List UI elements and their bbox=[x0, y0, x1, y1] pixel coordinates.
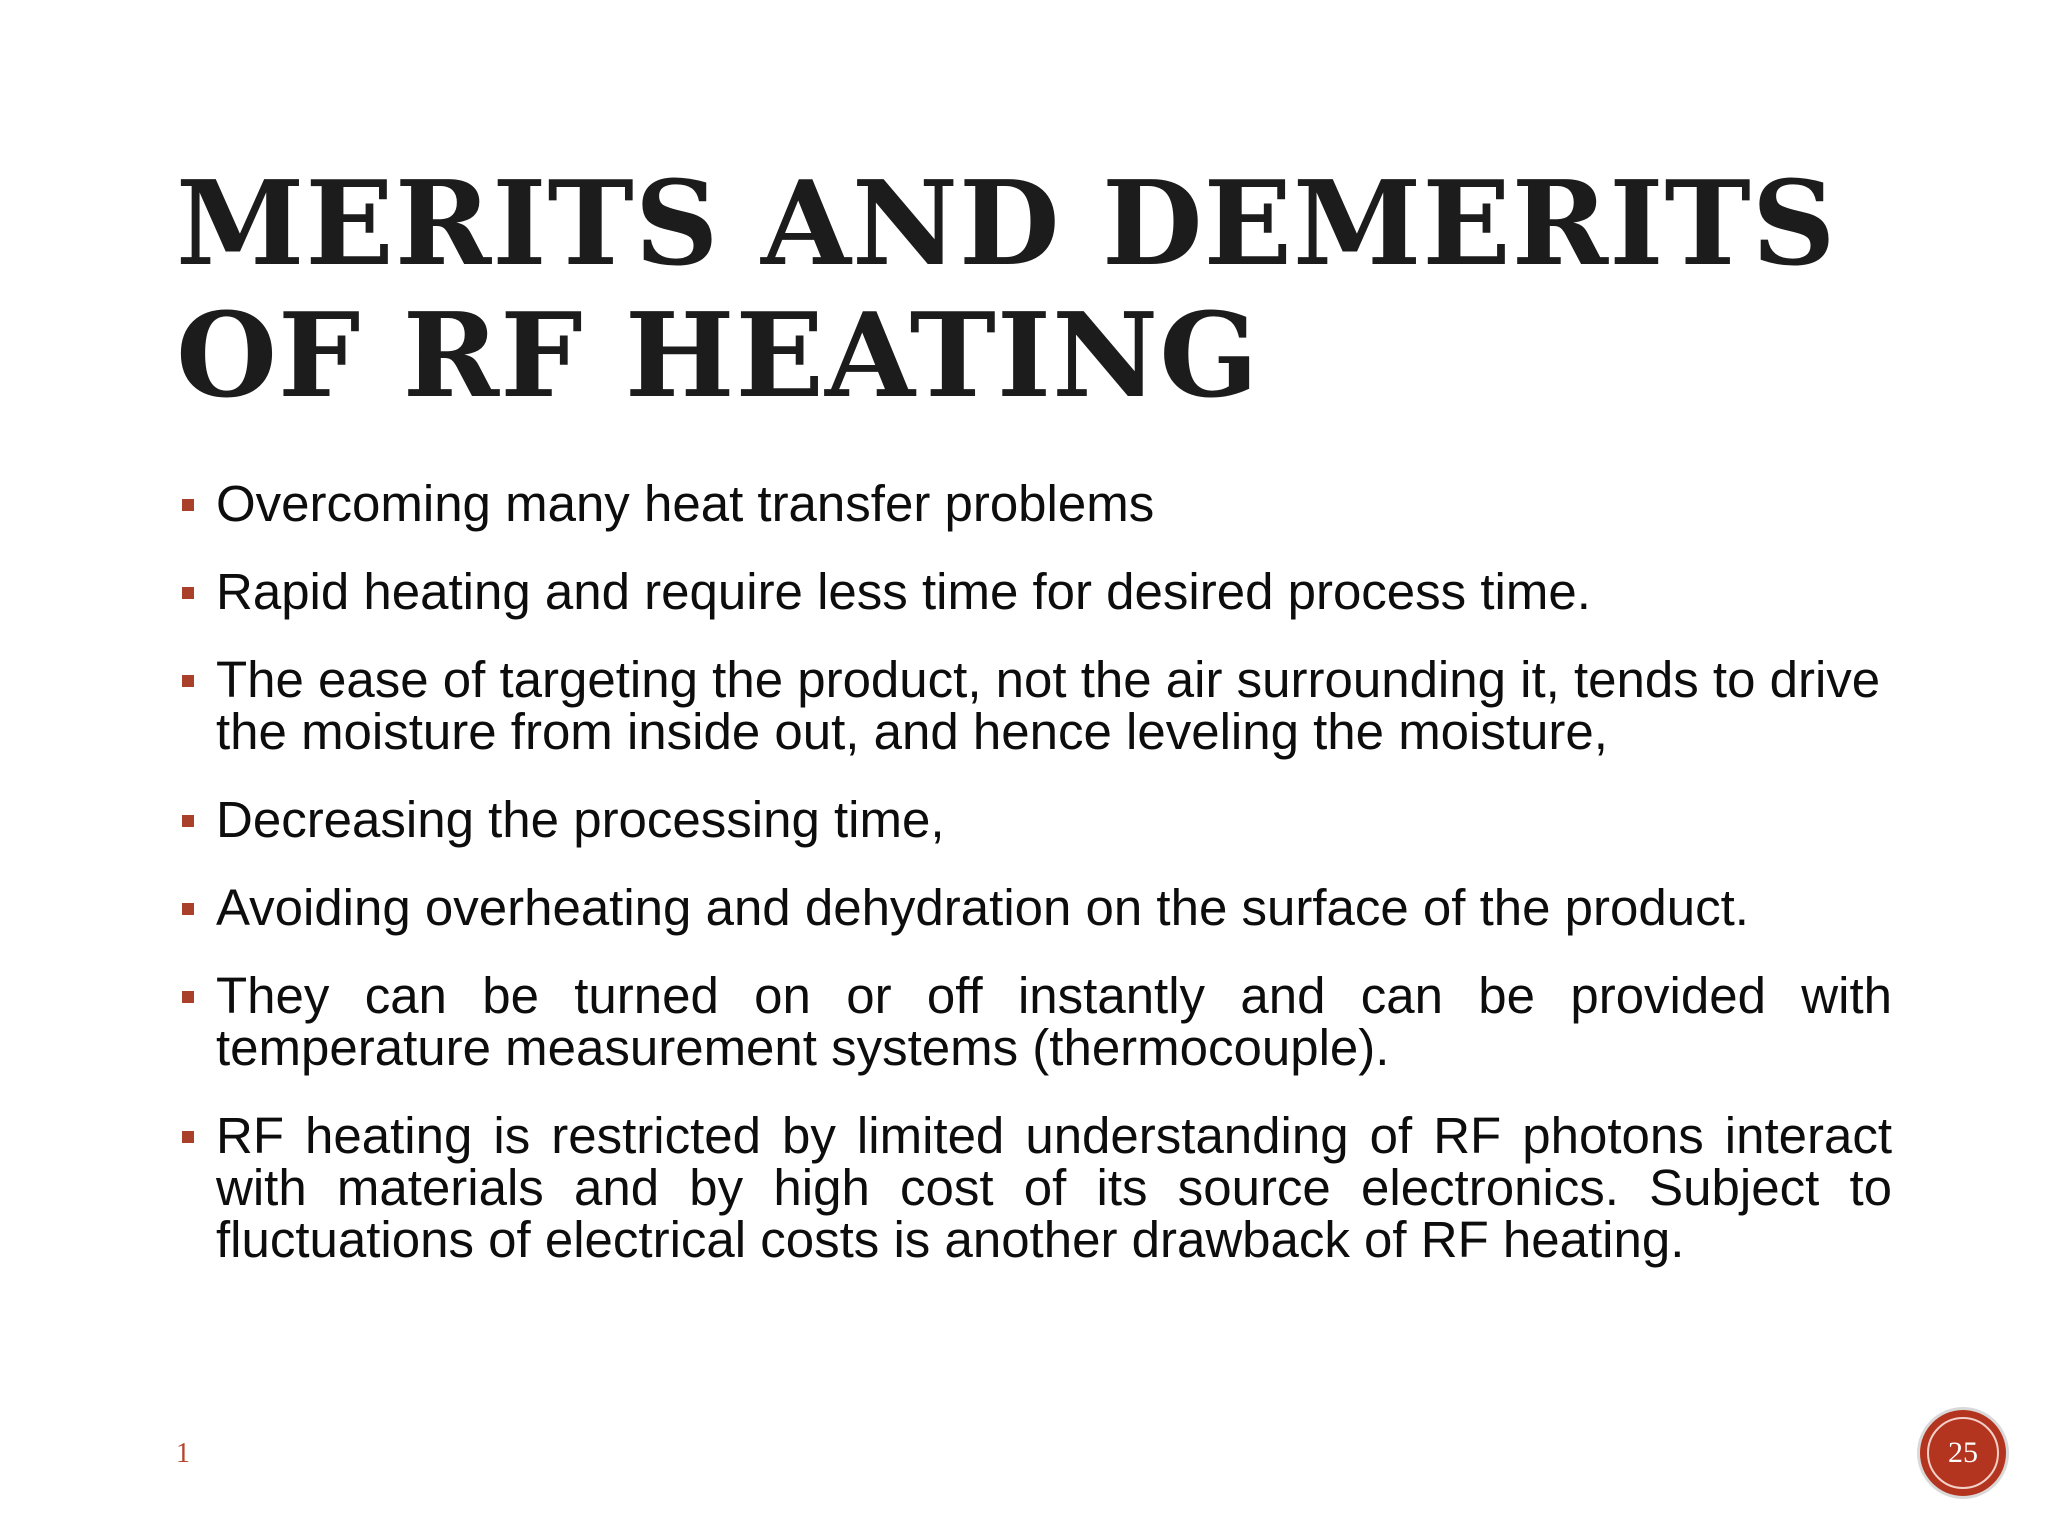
bullet-item-drawbacks bbox=[176, 1107, 1892, 1268]
footer-number: 1 bbox=[176, 1438, 190, 1469]
bullet-item-processing-time bbox=[176, 791, 1892, 848]
bullet-text: RF heating is restricted by limited understanding of RF photons interact with materials and by high cost of its source electronics. Subject to fluctuations of electrical costs is another drawback of RF heating. bbox=[216, 1107, 1892, 1268]
square-bullet-icon bbox=[182, 1131, 194, 1143]
square-bullet-icon bbox=[182, 587, 194, 599]
page-number-badge bbox=[1920, 1410, 2006, 1496]
bullet-text: They can be turned on or off instantly and can be provided with temperature measurement systems (thermocouple). bbox=[216, 967, 1892, 1076]
page-number: 25 bbox=[1948, 1436, 1978, 1469]
bullet-text: Avoiding overheating and dehydration on the surface of the product. bbox=[216, 879, 1749, 936]
bullet-text: Decreasing the processing time, bbox=[216, 791, 945, 848]
square-bullet-icon bbox=[182, 499, 194, 511]
bullet-item-overheating bbox=[176, 879, 1892, 936]
bullet-item-heat-transfer bbox=[176, 475, 1892, 532]
bullet-text: The ease of targeting the product, not the air surrounding it, tends to drive the moisture from inside out, and hence leveling the moisture, bbox=[216, 651, 1881, 760]
bullet-item-rapid-heating bbox=[176, 563, 1892, 620]
slide-title-line-2: OF RF HEATING bbox=[176, 288, 1260, 424]
slide-title-line-1: MERITS AND DEMERITS bbox=[176, 156, 1837, 292]
square-bullet-icon bbox=[182, 815, 194, 827]
bullet-text: Overcoming many heat transfer problems bbox=[216, 475, 1155, 532]
square-bullet-icon bbox=[182, 991, 194, 1003]
bullet-text: Rapid heating and require less time for desired process time. bbox=[216, 563, 1591, 620]
slide-title bbox=[176, 158, 1896, 422]
bullet-list bbox=[176, 475, 1892, 1302]
square-bullet-icon bbox=[182, 675, 194, 687]
bullet-item-targeting bbox=[176, 651, 1892, 760]
square-bullet-icon bbox=[182, 903, 194, 915]
bullet-item-instant-control bbox=[176, 967, 1892, 1076]
